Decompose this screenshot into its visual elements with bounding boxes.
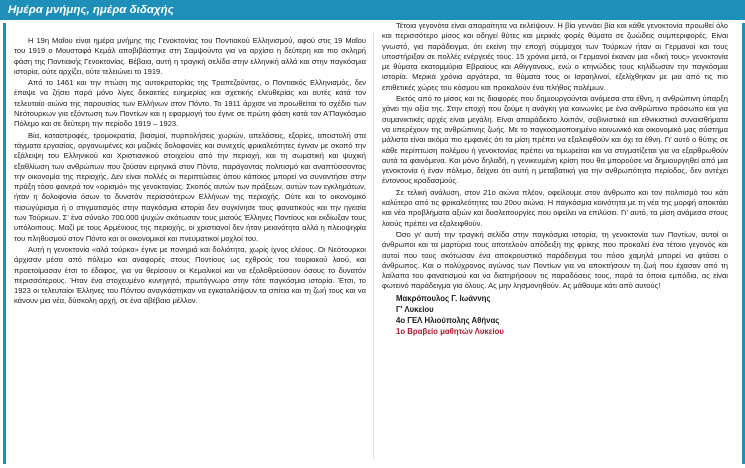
frame-left-border: [3, 23, 6, 464]
article-title: Ημέρα μνήμης, ημέρα διδαχής: [8, 4, 174, 16]
paragraph: Από το 1461 και την πτώση της αυτοκρατορίας της Τραπεζούντας, ο Ποντιακός Ελληνισμός, δεν έπαψε να ζήσει παρά μόνο λίγες δεκαετίες ευημερίας και σχετικής ελευθερίας και αυτές κατά τον τελευταίο αιώνα της παρουσίας των Ελλήνων στον Πόντο. Το 1911 άρχισε να προωθείται το σχέδιο των Νεότουρκων για εξόντωση των Ποντίων και η εφαρμογή του έγινε σε πρώτη φάση κατά τον Α'Παγκόσμιο Πόλεμο και σε δεύτερη την περίοδο 1919 – 1923.: [14, 78, 366, 129]
paragraph: Σε τελική ανάλυση, στον 21ο αιώνα πλέον, οφείλουμε στον άνθρωπο και τον πολιτισμό του κάτι καλύτερο από τις φρικαλεότητες του 20ου αιώνα. Η παγκόσμια κοινότητα με τη νέα της μορφή αποκτάει και νέα προβλήματα αξιών και δυσλειτουργίες που οφείλει να επιλύσει. Γι' αυτό, τα μίση ανάμεσα στους λαούς πρέπει να εξαλειφθούν.: [382, 187, 728, 228]
paragraph: Εκτός από το μίσος και τις διαφορές που δημιουργούνται ανάμεσα στα έθνη, η ανθρώπινη ύπαρξη χάνει την αξία της. Στην εποχή που ζούμε η ανάγκη για κοινωνίες με ένα ανθρώπινο πρόσωπο και για συμανικτικές αρχές είναι μεγάλη. Είναι απαράδεκτο λοιπόν, σοβινιστικά και εθνικιστικά συναισθήματα να υπερέχουν της ανθρώπινης ζωής. Με το παγκοσμιοποιημένο κοινωνικό και οικονομικό μας σύστημα μάλιστα είναι ακόμα πιο εμφανές ότι τα μίση πρέπει να εξαλειφθούν και όχι τα έθνη. Γι' αυτό ο θύτης σε κάθε περίπτωση πολέμου ή γενοκτονίας πρέπει να τιμωρείται και να στιγματίζεται για να εξαρθρωθούν αυτά τα φαινόμενα. Και μόνο δηλαδή, η γενικευμένη κρίση που θα μπορούσε να δημιουργηθεί από μια γενοκτονία ή έναν πόλεμο, δείχνει ότι αυτή η μεταβατική για την ανθρωπότητα περίοδος, δεν αντέχει έντονους κραδασμούς.: [382, 94, 728, 186]
column-divider: [373, 32, 374, 460]
award-label: 1ο Βραβείο μαθητών Λυκείου: [396, 326, 504, 336]
right-column: [382, 21, 728, 337]
signature-block: [382, 293, 728, 337]
author-school: 4ο ΓΕΛ Ηλιούπολης Αθήνας: [396, 315, 500, 325]
paragraph: Όσο γι' αυτή την τραγική σελίδα στην παγκόσμια ιστορία, τη γενοκτονία των Ποντίων, αυτοί οι άνθρωποι και τα μαρτύρια τους αποτελούν απόδειξη της φρίκης που προκαλεί ένα τέτοιο γεγονός και αυτοί που τους σκότωσαν ένα αποκρουστικό παράδειγμα του πόσο χαμηλά μπορεί να φτάσει ο άνθρωπος. Και ο πολύχρονος αγώνας των Ποντίων για να αποκτήσουν τη ζωή που έχασαν από τη λαίλαπα του φανατισμού και να διατηρήσουν τις παραδόσεις τους, παρά τα όποια εμπόδια, ας είναι φωτεινό παράδειγμα για όλους. Ας μην λησμονηθούν. Ας μάθουμε κάτι από αυτούς!: [382, 229, 728, 291]
article-header-bar: [0, 0, 745, 20]
paragraph: Τέτοια γεγονότα είναι απαραίτητα να εκλείψουν. Η βία γεννάει βία και κάθε γενοκτονία προωθεί όλο και περισσότερο μίσος και οδηγεί θύτες και μερικές φορές θύματα σε ζωώδεις συμπεριφορές. Είναι γνωστό, για παράδειγμα, ότι εκείνη την εποχή σύμμαχοι των Τούρκων ήταν οι Γερμανοί και τους υποστήριξαν σε πολλές ενέργειές τους. 15 χρόνια μετά, οι Γερμανοί έκαναν μια «δική τους» γενοκτονία με θύματα εκατομμύρια Εβραίους και Αθίγγανους, ενώ ο κτηνώδεις τους κηλίδωσαν την παγκόσμια ιστορία. Μερικά χρόνια αργότερα, τα θύματα τους οι Ισραηλινοί, εξελίχθηκαν με μια από τις πιο επιθετικές χώρες του κόσμου και προκαλούν ένα πλήθος πολέμων.: [382, 21, 728, 92]
paragraph: Αυτή η γενοκτονία «αλά τούρκα» έγινε με πονηριά και δολιότητα, χωρίς ίχνος ελέους. Οι Νεότουρκοι άρχισαν μέσα από πόλεμο και αναφορές στους Ποντίους ως εχθρούς του τουρκικού λαού, και προετοίμασαν έτσι το έδαφος, για να θερίσουν οι Κεμαλικοί και να εξολοθρεύσουν όσους το δυνατόν περισσότερους. Ήταν ένα στοχευμένο κυνηγητό, πρωτόγνωρο στην τότε παγκόσμια ιστορία. Έτσι, το 1923 οι τελευταίοι Έλληνες του Πόντου αναγκάστηκαν να εγκαταλείψουν τα σπίτια και τη ζωή τους και να κάνουν μια νέα, δύσκολη αρχή, σε ένα αβέβαιο μέλλον.: [14, 244, 366, 306]
left-column: [14, 36, 366, 307]
author-name: Μακρόπουλος Γ. Ιωάννης: [396, 293, 491, 303]
article-body: [0, 20, 745, 468]
author-class: Γ' Λυκείου: [396, 304, 434, 314]
paragraph: Βία, καταστροφές, τρομοκρατία, βιασμοί, πυρπολήσεις χωριών, απελάσεις, εξορίες, αποστολή στα τάγματα εργασίας, οργανωμένες και μαζικές δολοφονίες και συνεχείς φρικαλεότητες έγιναν με σκοπό την εξάλειψη του Ελληνικού και Χριστιανικού στοιχείου από την περιοχή, και τη σωματική και ψυχική εξαθλίωση των ανθρώπων που ζούσαν ειρηνικά στον Πόντο, παράγοντας πολιτισμό και αναπτύσσοντας την οικονομία της περιοχής. Δεν είναι πολλές οι περιπτώσεις όπου κάποιος μπορεί να συναντήσει στην πράξη τόσο φανερά τον «ορισμό» της γενοκτονίας. Σκοπός αυτών των πράξεων, αυτών των εγκλημάτων, ήταν η δολοφονία όσων το δυνατόν περισσότερων Ελλήνων της περιοχής. Ούτε και το οικονομικό πισωγύρισμα ή ο στιγματισμός στην παγκόσμια ιστορία δεν συγκίνησε τους φανατικούς και την ηγεσία των Τούρκων. Σ' ένα σύνολο 700.000 ψυχών σκότωσαν τους μισούς Έλληνες Ποντίους και εκδίωξαν τους υπόλοιπους. Μαζί με τους Αρμένιους της περιοχής, οι χριστιανοί δεν ήταν μειονότητα αλλά η πλειοψηφία του πληθυσμού στον Πόντο και οι οικονομικοί και πνευματικοί μοχλοί του.: [14, 130, 366, 243]
paragraph: Η 19η Μαΐου είναι ημέρα μνήμης της Γενοκτονίας του Ποντιακού Ελληνισμού, αφού στις 19 Μαΐου του 1919 ο Μουσταφά Κεμάλ αποβιβάστηκε στη Σαμψούντα για να αρχίσει η δεύτερη και πιο σκληρή φάση της Ποντιακής Γενοκτονίας. Βέβαια, αυτή η τραγική σελίδα στην ελληνική αλλά και στην παγκόσμια ιστορία, ούτε αρχίζει, ούτε τελειώνει το 1919.: [14, 36, 366, 76]
